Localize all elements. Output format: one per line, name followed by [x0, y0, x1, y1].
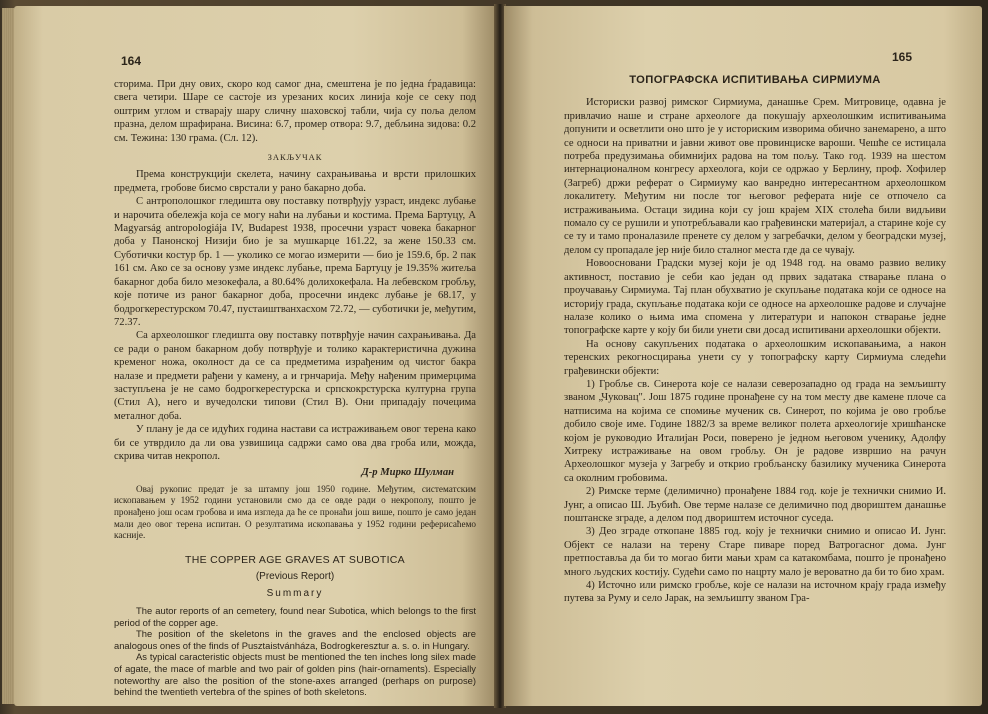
- summary-heading: Summary: [266, 587, 324, 599]
- section-heading: ЗАКЉУЧАК: [267, 152, 323, 163]
- body-paragraph: На основу сакупљених података о археолошким ископавањима, а након теренских рекогносцирања унети су у топографску карту Сирмиума следећи грађевински објекти:: [564, 338, 946, 377]
- body-paragraph: Историски развој римског Сирмиума, данашње Срем. Митровице, одавна је привлачио наше и стране археологе да покушају археолошким испитивањима допунити и осветлити оно што је у историским изворима обично занемарено, а што се односи на приватни и јавни живот ове провинциске вароши. Чешће се истицала потреба предузимања обимнијих радова на том пољу. Тако год. 1939 на шестом интернационалном конгресу археолога, који се одржао у Берлину, проф. Хофилер (Загреб) држи реферат о Сирмиуму као ванредно интересантном археолошком локалитету. Међутим ни после тог његовог реферата није се отпочело са истраживањима. Остаци зидина који су још крајем XIX столећа били видљиви помало су се рушили и употребљавали као грађевински материјал, а старине које су се ту и тамо проналазиле пренете су делом у загребачки, делом у београдски музеј, делом су пропадале јер није било сталног места где да се чувају.: [564, 97, 946, 256]
- english-subtitle: (Previous Report): [255, 571, 335, 583]
- page-number-right: 165: [891, 50, 912, 64]
- editor-note: Овај рукопис предат је за штампу још 1950 године. Међутим, систематским ископавањем у 1952 години установили смо да се овде ради о некрополу, пошто је пронађено још осам гробова и има изгледа да ће се пронаћи још више, пошто је само један мали део овог терена испитан. О резултатима ископавања у 1952 години реферисаћемо касније.: [114, 483, 476, 541]
- intro-paragraph: сторима. При дну ових, скоро код самог дна, смештена је по једна ѓрадавица: свега четири. Шаре се састоје из урезаних косих линија које се секу под оштрим углом и стварају шару сличну шаховској табли, чија су поља делом празна, делом шрафирана. Висина: 6.7, промер отвора: 9.7, дебљина зидова: 0.2 см. Тежина: 130 грама. (Сл. 12).: [114, 79, 476, 144]
- english-paragraph: The autor reports of an cemetery, found near Subotica, which belongs to the first period of the copper age.: [114, 604, 476, 628]
- left-page: [14, 6, 496, 706]
- right-page: [504, 6, 982, 706]
- body-paragraph: 3) Део зграде откопане 1885 год. коју је технички снимио и описао И. Јунг. Објект се налази на терену Старе пиваре поред Ватрогасног дома. Јунг претпоставља да би то могао бити мањи храм са катакомбама, пошто је пронађено много људских костију. Судећи само по нацрту мало је вероватно да би то био храм.: [564, 526, 946, 578]
- english-paragraph: As typical caracteristic objects must be mentioned the ten inches long silex made of agate, the mace of marble and two pair of golden pins (hair-ornaments). Especially noteworthy are also the position of the stone-axes arranged (perhaps on purpose) behind the twentieth vertebra of the spines of both skeletons.: [114, 651, 476, 698]
- right-page-text: [564, 74, 946, 606]
- author-signature: Д-р Мирко Шулман: [361, 467, 454, 479]
- page-number-left: 164: [121, 54, 142, 68]
- body-paragraph: С антрополошког гледишта ову поставку потврђују узраст, индекс лубање и нарочита обележја која се могу наћи на лубањи и костима. Према Бартуцу, A Magyarság antropologiája IV, Budapest 1938, просечни узраст човека бакарног доба у Панонској Низији био је за мушкарце 161.22, за жене 150.33 см. Суботички костур бр. 1 — уколико се могао измерити — био је 159.6, бр. 2 пак 161 см. Ако се за основу узме индекс лубање, према Бартуцу је 19.35% житеља бакарног доба било мезокефала, а 80.64% долихокефала. На лебевском гробљу, које потиче из раног бакарног доба, просечни индекс лубање је 68.17, у бодрогкерестурском 70.47, пустаиштванхасхом 72.72, — суботички је, међутим, 72.37.: [114, 196, 476, 328]
- body-paragraph: У плану је да се идућих година настави са истраживањем овог терена како би се утврдило да ли ова узвишица садржи само ова два гроба или, можда, скрива читав некропол.: [114, 424, 476, 462]
- left-page-text: [114, 78, 476, 698]
- article-title: ТОПОГРАФСКА ИСПИТИВАЊА СИРМИУМА: [629, 74, 881, 86]
- english-title: THE COPPER AGE GRAVES AT SUBOTICA: [185, 553, 405, 566]
- page-edges: [2, 8, 14, 704]
- english-paragraph: The position of the skeletons in the graves and the enclosed objects are analogous ones of the finds of Pusztaistvánháza, Bodrogkeresztur a. s. o. in Hungary.: [114, 628, 476, 651]
- body-paragraph: 1) Гробље св. Синерота које се налази северозападно од града на земљишту званом „Чуковац". Још 1875 године пронађене су на том месту две камене плоче са натписима на којима се спомиње мученик св. Синерот, по којима је ово гробље добило своје име. Године 1882/3 за време великог полета археологије хришћанске којом је руководио Италијан Роси, поверено је једном његовом ученику, Адолфу Хитреку истраживање на овом гробљу. Он је радове извршио на рачун Археолошког музеја у Загребу и открио гробљанску базилику мученика Синерота са околним гробовима.: [564, 378, 946, 484]
- body-paragraph: 4) Источно или римско гробље, које се налази на источном крају града између путева за Руму и село Јарак, на земљишту званом Гра-: [564, 580, 946, 605]
- body-paragraph: Са археолошког гледишта ову поставку потврђује начин сахрањивања. Да се ради о раном бакарном добу потврђује и толико карактеристична дужина кременог ножа, околност да се са предметима израђеним од чистог бакра налазе и предмети рађени у камену, а и грнчарија. Међу нађеним примерцима заступљена је не само бодрогкерестурска и српскокрстурска културна група (Стил А), него и вучедолски типови (Стил В). Они припадају почецима металног доба.: [114, 330, 476, 422]
- body-paragraph: Новоосновани Градски музеј који је од 1948 год. на овамо развио велику активност, поставио је себи као један од првих задатака стварање плана о проучавању Сирмиума. Тај план обухватио је скупљање података који се односе на историју града, скупљање података који се односе на археолошке радове и случајне налазе колико о њима има спомена у литератури и напокон стварање једне топографске карте у коју би били унети сви досад испитивани археолошки објекти.: [564, 258, 946, 337]
- body-paragraph: 2) Римске терме (делимично) пронађене 1884 год. које је технички снимио И. Јунг, а описао Ш. Љубић. Ове терме налазе се делимично под двориштем данашње поштанске зграде, а делом под двориштем источног суседа.: [564, 486, 946, 524]
- body-paragraph: Према конструкцији скелета, начину сахрањивања и врсти прилошких предмета, гробове бисмо сврстали у рано бакарно доба.: [114, 169, 476, 194]
